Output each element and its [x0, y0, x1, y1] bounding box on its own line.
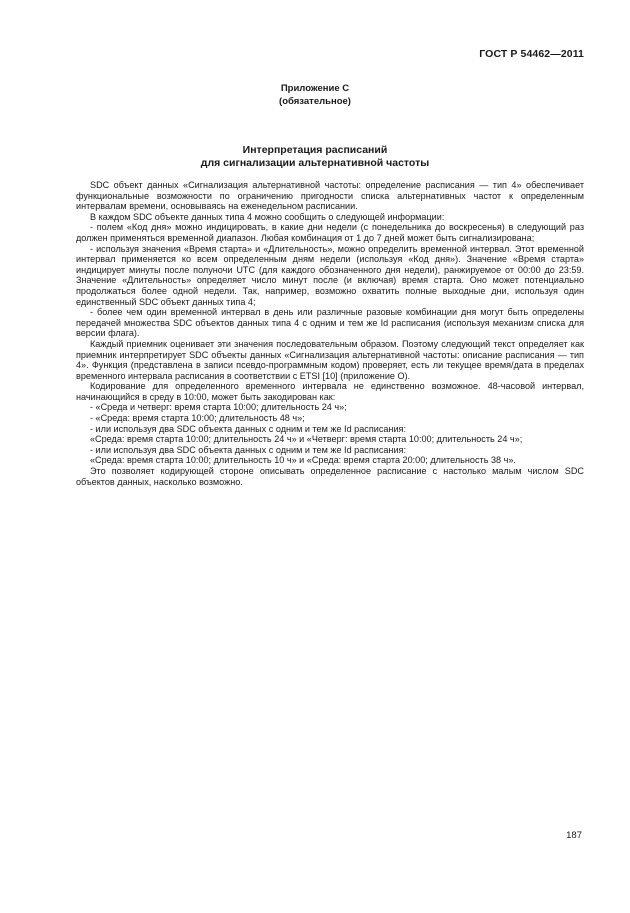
- section-heading: [0, 144, 630, 170]
- paragraph-intro: SDC объект данных «Сигнализация альтернативной частоты: определение расписания — тип 4» обеспечивает функциональные возможности по ограничению пригодности списка альтернативных частот к определенным интервалам времени, основываясь на еженедельном расписании.: [76, 180, 584, 212]
- paragraph-example-3: «Среда: время старта 10:00; длительность 24 ч» и «Четверг: время старта 10:00; длительность 24 ч»;: [90, 434, 523, 445]
- paragraph-example-3-lead: - или используя два SDC объекта данных с одним и тем же Id расписания:: [90, 423, 406, 434]
- paragraph-example-4: «Среда: время старта 10:00; длительность 10 ч» и «Среда: время старта 20:00; длительность 38 ч».: [90, 455, 516, 466]
- paragraph-multiple-intervals: - более чем один временной интервал в день или различные разовые комбинации дня могут быть определены передачей множества SDC объектов данных типа 4 с одним и тем же Id расписания (используя механизм списка для версии флага).: [76, 307, 584, 339]
- paragraph-start-duration: - используя значения «Время старта» и «Длительность», можно определить временной интервал. Этот временной интервал применяется ко всем определенным дням недели (используя «Код дня»). Значение «Время старта» индицирует минуты после полуночи UTC (для каждого обозначенного дня недели), ранжируемое от 00:00 до 23:59. Значение «Длительность» определяет число минут после (и включая) время старта. Оно может потенциально продолжаться более одной недели. Так, например, возможно охватить полные выходные дни, используя один единственный SDC объект данных типа 4;: [76, 243, 584, 307]
- paragraph-day-code: - полем «Код дня» можно индицировать, в какие дни недели (с понедельника до воскресенья) в следующий раз должен применяться временной диапазон. Любая комбинация от 1 до 7 дней может быть сигнализирована;: [76, 222, 584, 243]
- paragraph-conclusion: Это позволяет кодирующей стороне описывать определенное расписание с настолько малым числом SDC объектов данных, насколько возможно.: [76, 466, 584, 487]
- appendix-status: (обязательное): [279, 95, 351, 107]
- page-number: 187: [566, 830, 582, 841]
- paragraph-receiver-evaluation: Каждый приемник оценивает эти значения последовательным образом. Поэтому следующий текст определяет как приемник интерпретирует SDC объекты данных «Сигнализация альтернативной частоты: описание расписания — тип 4». Функция (представлена в записи псевдо-программным кодом) проверяет, есть ли текущее время/дата в пределах временного интервала расписания в соответствии с ETSI [10] (приложение О).: [76, 338, 584, 381]
- section-title-line-2: для сигнализации альтернативной частоты: [200, 157, 430, 169]
- body-text: [76, 180, 584, 487]
- paragraph-example-4-lead: - или используя два SDC объекта данных с одним и тем же Id расписания:: [90, 444, 406, 455]
- standard-designation: ГОСТ Р 54462—2011: [479, 48, 584, 60]
- paragraph-example-2: - «Среда: время старта 10:00; длительность 48 ч»;: [90, 413, 305, 424]
- paragraph-info-lead: В каждом SDC объекте данных типа 4 можно сообщить о следующей информации:: [90, 211, 445, 222]
- paragraph-coding-note: Кодирование для определенного временного интервала не единственно возможное. 48-часовой интервал, начинающийся в среду в 10:00, может быть закодирован как:: [76, 381, 584, 402]
- section-title-line-1: Интерпретация расписаний: [242, 144, 388, 156]
- paragraph-example-1: - «Среда и четверг: время старта 10:00; длительность 24 ч»;: [90, 402, 347, 413]
- appendix-heading: [0, 83, 630, 108]
- appendix-title: Приложение С: [280, 83, 350, 94]
